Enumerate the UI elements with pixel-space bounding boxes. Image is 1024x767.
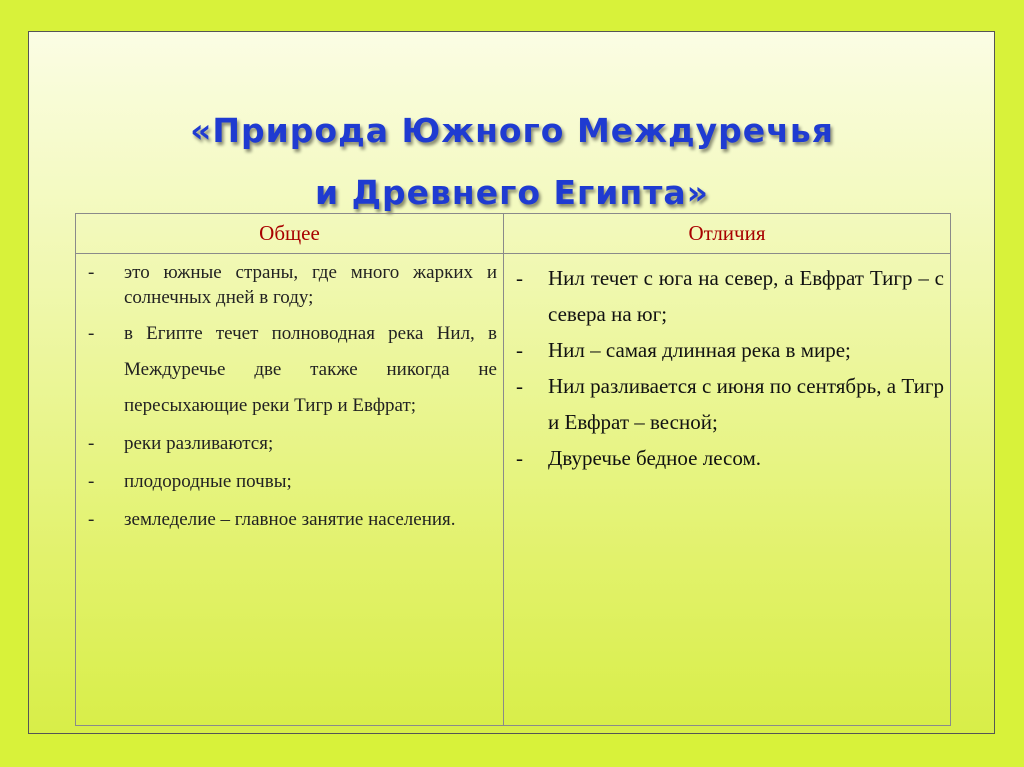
differences-cell [504, 254, 951, 726]
list-item: - Нил течет с юга на север, а Евфрат Тигр – с севера на юг; [510, 260, 944, 332]
comparison-table [75, 213, 951, 726]
title-line-2: и Древнего Египта» [315, 173, 709, 212]
bullet-dash: - [516, 374, 523, 398]
list-item: - плодородные почвы; [82, 464, 497, 500]
list-item: - в Египте течет полноводная река Нил, в Междуречье две также никогда не пересыхающие реки Тигр и Евфрат; [82, 316, 497, 424]
table-header-row [76, 214, 951, 254]
bullet-dash: - [88, 471, 95, 492]
differences-list [510, 260, 944, 476]
bullet-dash: - [88, 509, 95, 530]
list-item: - Нил – самая длинная река в мире; [510, 332, 944, 368]
table-body-row [76, 254, 951, 726]
header-differences: Отличия [504, 214, 951, 254]
common-list [82, 260, 497, 538]
slide-title [0, 100, 1024, 224]
bullet-dash: - [516, 338, 523, 362]
list-item: - Двуречье бедное лесом. [510, 440, 944, 476]
bullet-dash: - [88, 323, 95, 344]
bullet-dash: - [516, 266, 523, 290]
bullet-dash: - [88, 262, 95, 283]
title-line-1: «Природа Южного Междуречья [190, 111, 834, 150]
common-cell [76, 254, 504, 726]
bullet-dash: - [516, 446, 523, 470]
list-item: - Нил разливается с июня по сентябрь, а Тигр и Евфрат – весной; [510, 368, 944, 440]
list-item: - реки разливаются; [82, 426, 497, 462]
header-common: Общее [76, 214, 504, 254]
list-item: - это южные страны, где много жарких и солнечных дней в году; [88, 262, 497, 308]
list-item: - земледелие – главное занятие населения. [82, 502, 497, 538]
bullet-dash: - [88, 433, 95, 454]
